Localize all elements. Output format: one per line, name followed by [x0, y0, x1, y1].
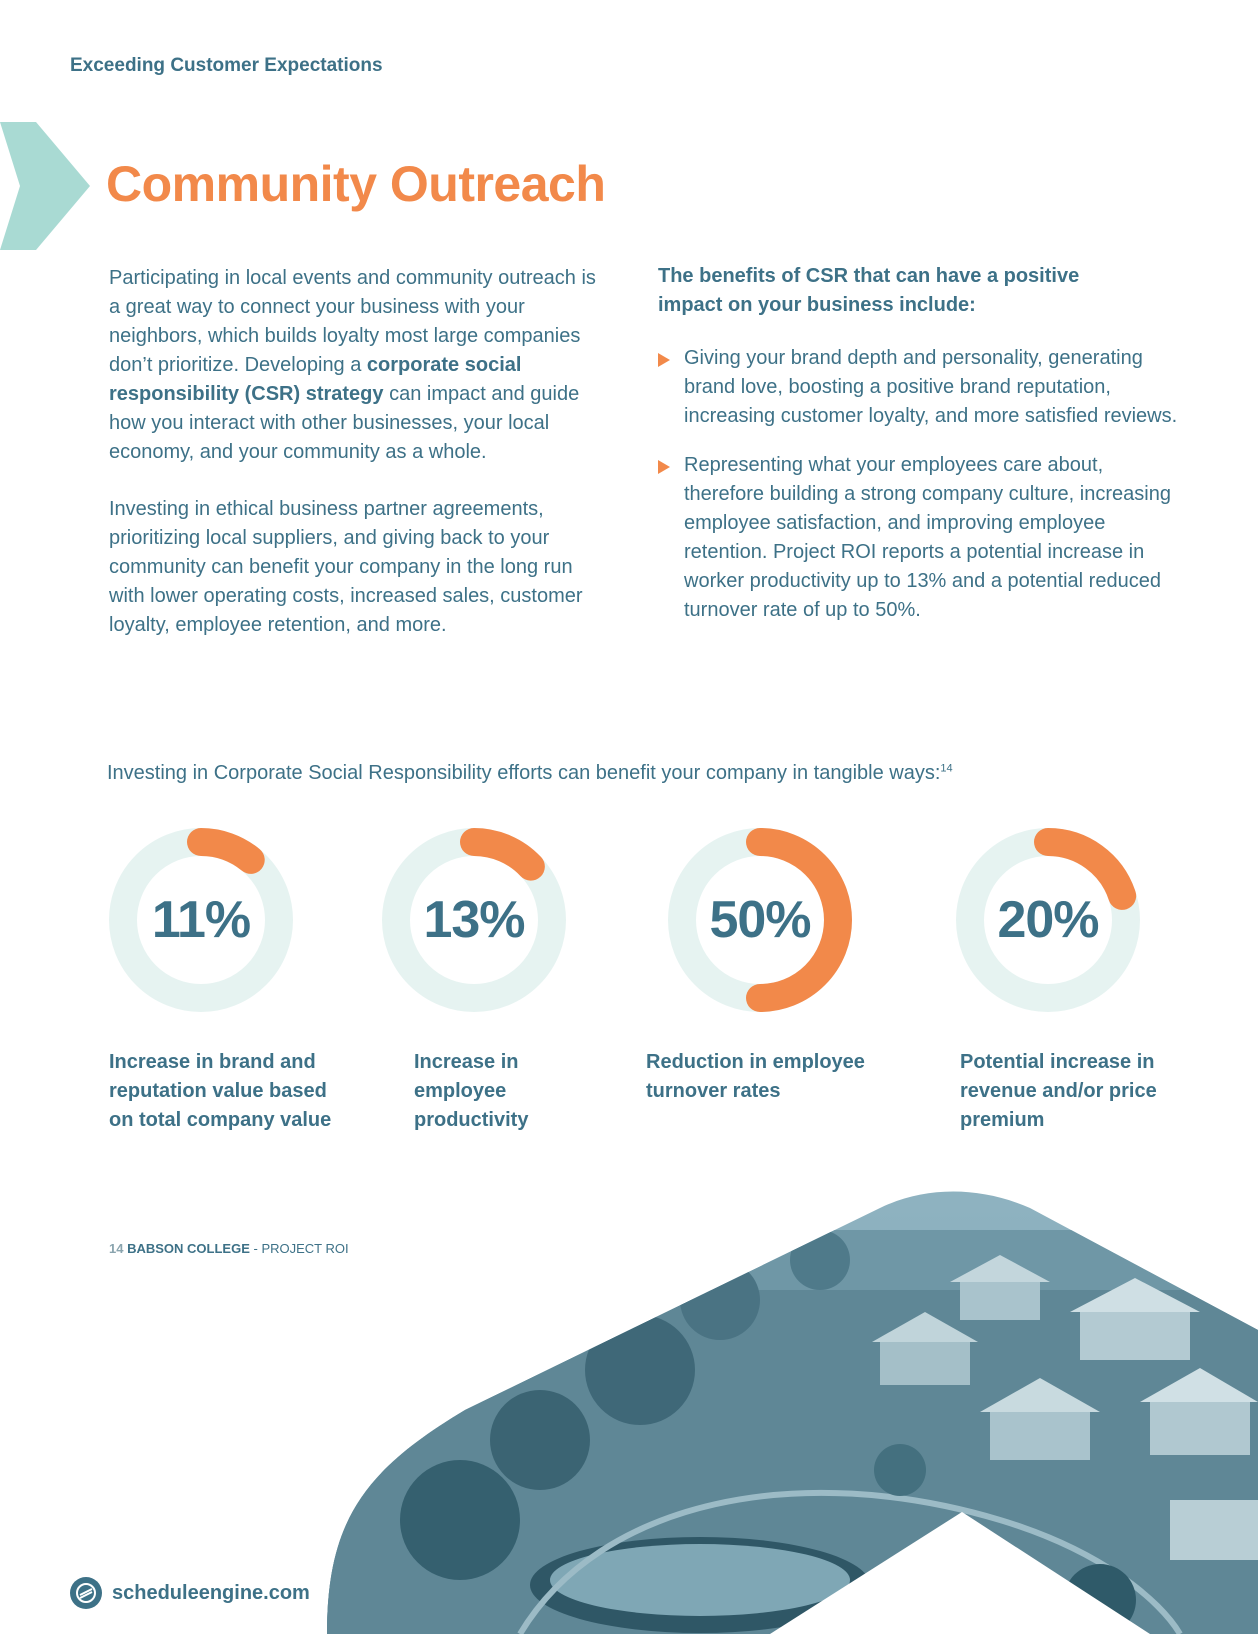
- stat-value: 50%: [709, 891, 811, 949]
- stats-intro: Investing in Corporate Social Responsibility efforts can benefit your company in tangible ways:$^{14}$: [107, 762, 953, 784]
- section-label: Exceeding Customer Expectations: [70, 55, 383, 76]
- stat-label: Potential increase in revenue and/or price premium: [960, 1051, 1157, 1131]
- source-footnote: 14 BABSON COLLEGE - PROJECT ROI: [109, 1241, 349, 1256]
- website-link[interactable]: scheduleengine.com: [112, 1581, 310, 1604]
- footnote-reference: 14: [940, 762, 953, 775]
- stat-label: Increase in brand and reputation value based on total company value: [109, 1051, 332, 1131]
- stat-value: 13%: [423, 891, 525, 949]
- benefit-item: Representing what your employees care about, therefore building a strong company culture, increasing employee satisfaction, and improving employee retention. Project ROI reports a potential increase in worker productivity up to 13% and a potential reduced turnover rate of up to 50%.: [658, 451, 1178, 625]
- benefits-heading: The benefits of CSR that can have a positive impact on your business include:: [658, 265, 1080, 316]
- stat-value: 11%: [151, 891, 251, 949]
- stat-value: 20%: [997, 891, 1099, 949]
- intro-paragraph-1: Participating in local events and community outreach is a great way to connect your business with your neighbors, which builds loyalty most large companies don’t prioritize. Developing a corporate social responsibility (CSR) strategy can impact and guide how you interact with other businesses, your local economy, and your community as a whole.: [109, 267, 596, 463]
- schedule-engine-logo-icon: [70, 1577, 102, 1609]
- stat-label: Increase in employee productivity: [414, 1051, 529, 1131]
- intro-paragraph-2: Investing in ethical business partner agreements, prioritizing local suppliers, and giving back to your community can benefit your company in the long run with lower operating costs, increased sales, customer loyalty, employee retention, and more.: [109, 498, 583, 636]
- brand-footer: [70, 1577, 310, 1609]
- csr-strategy-emphasis: corporate social responsibility (CSR) strategy: [109, 354, 522, 405]
- stat-label: Reduction in employee turnover rates: [646, 1051, 865, 1102]
- page-title: Community Outreach: [106, 156, 606, 212]
- benefit-item: Giving your brand depth and personality, generating brand love, boosting a positive brand reputation, increasing customer loyalty, and more satisfied reviews.: [658, 344, 1178, 431]
